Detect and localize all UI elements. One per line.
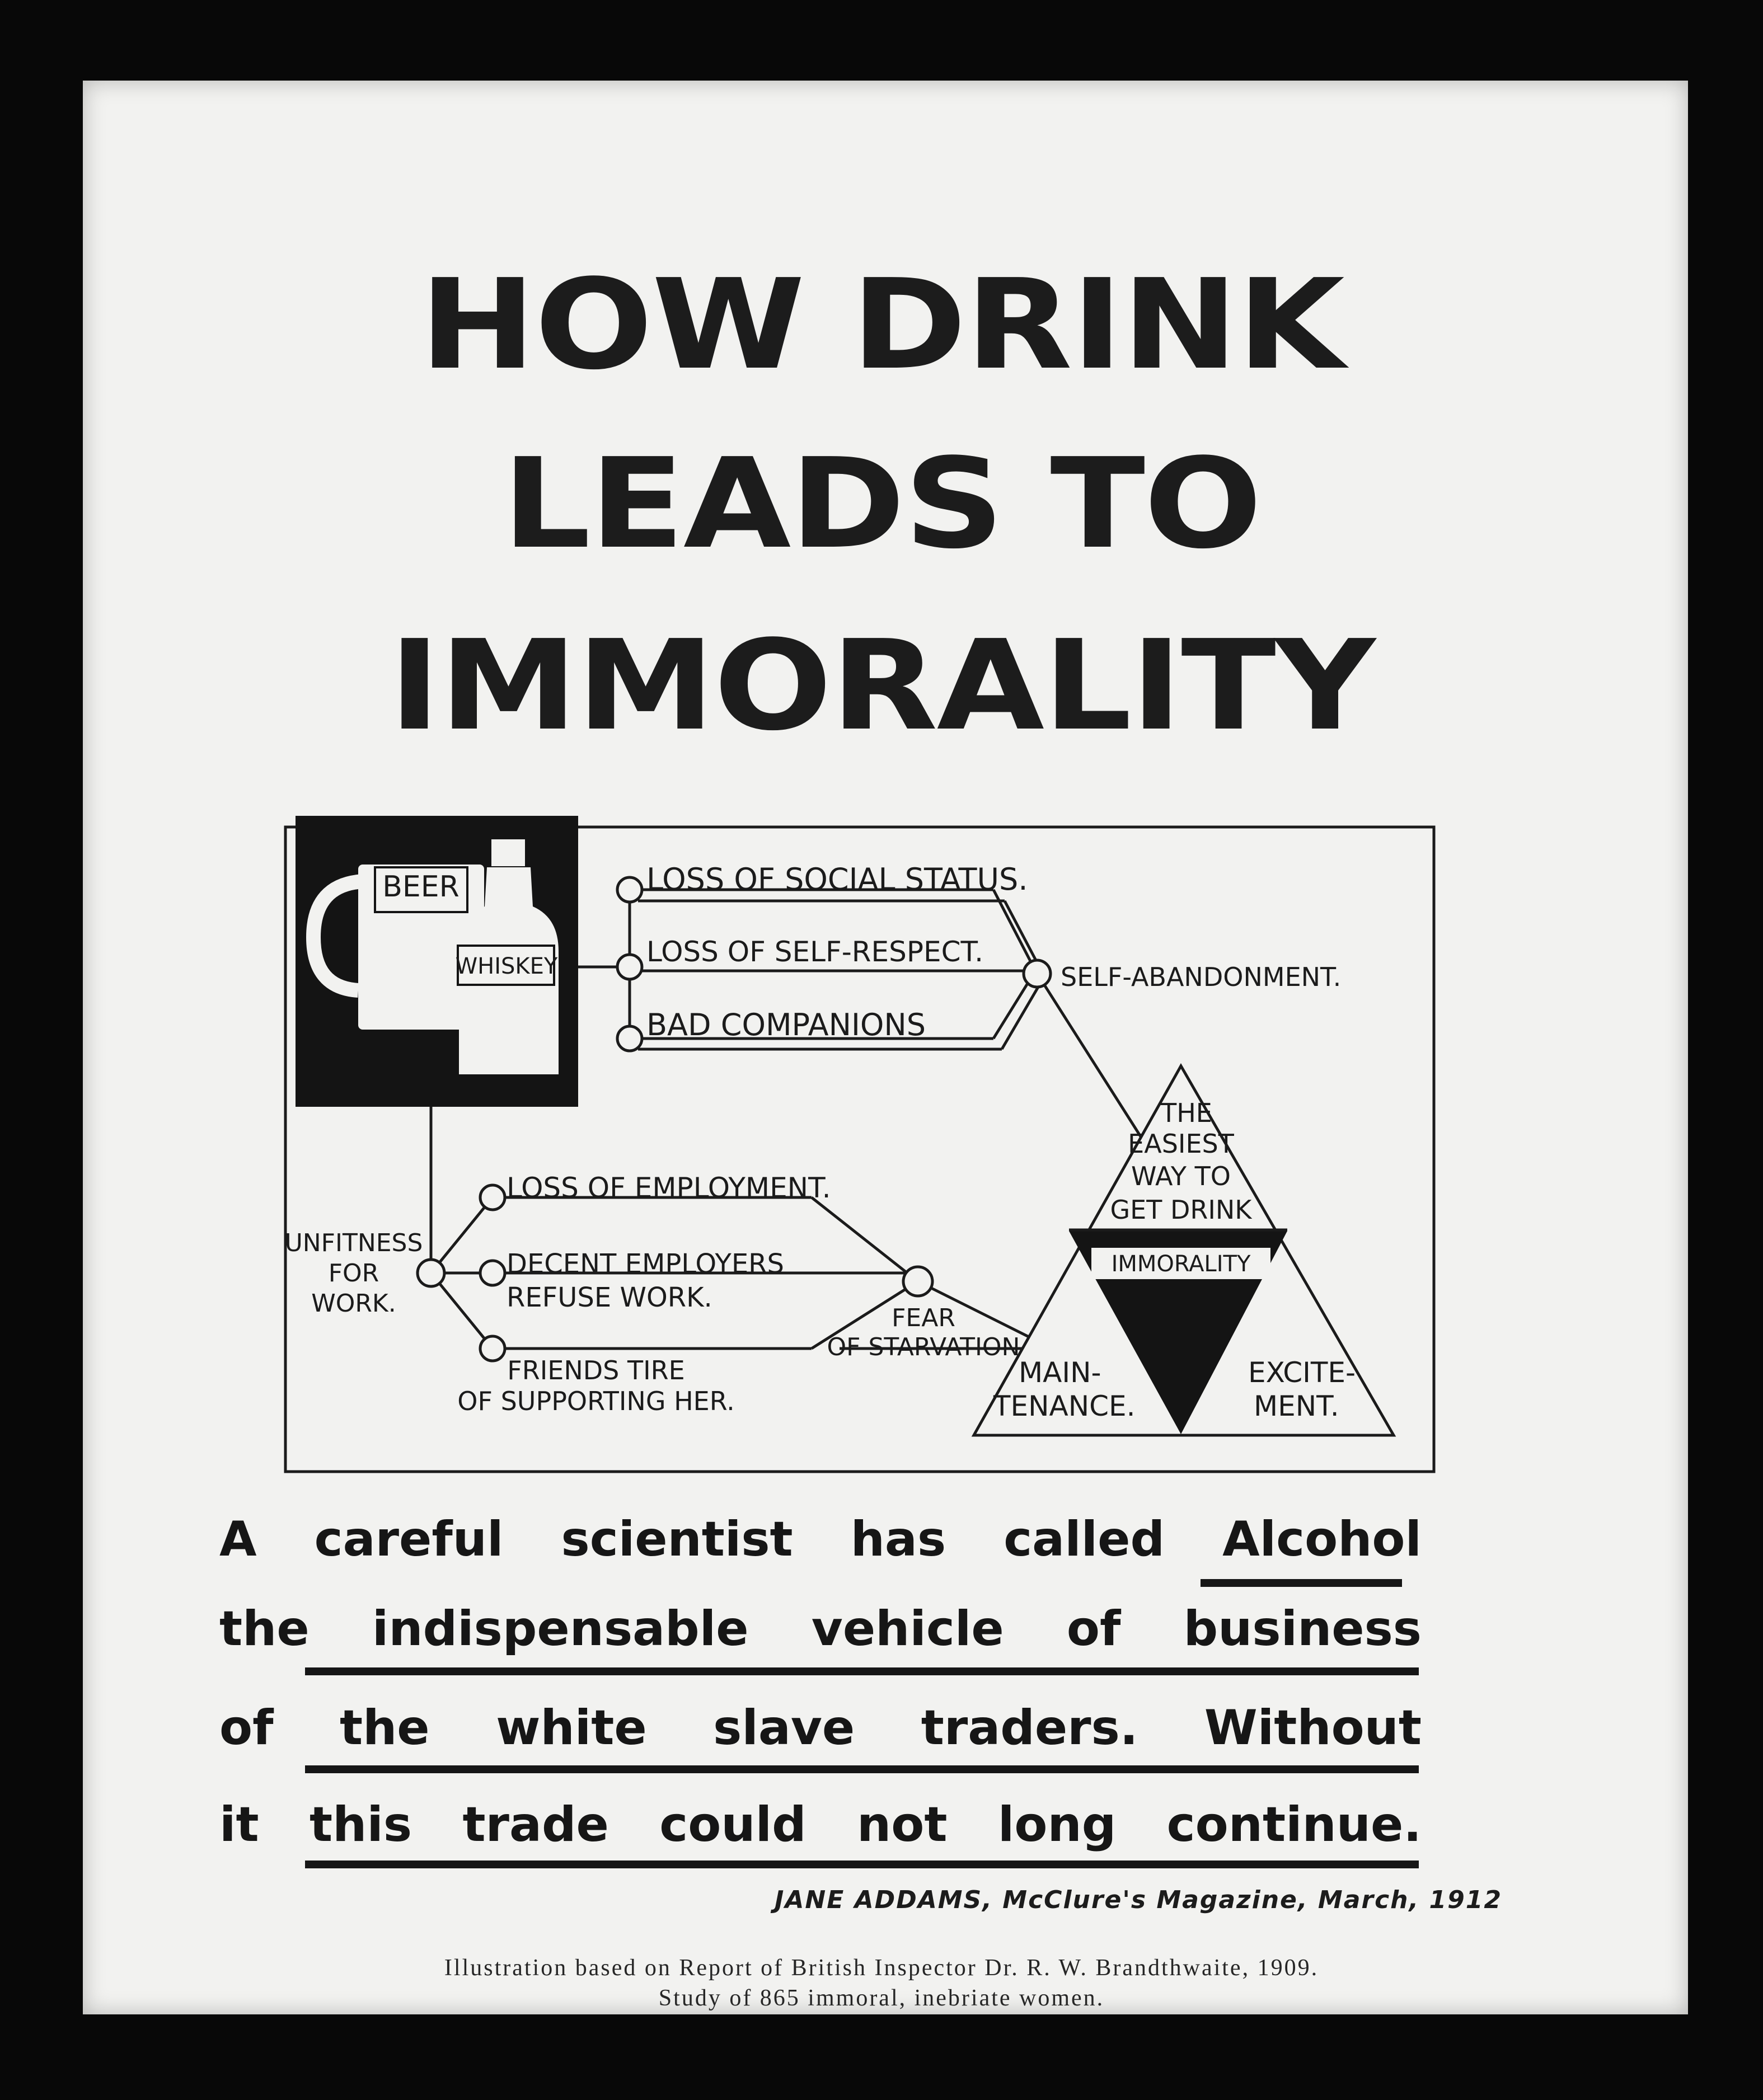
loss-employment-label: LOSS OF EMPLOYMENT.: [507, 1172, 831, 1204]
title-line-3: IMMORALITY: [388, 614, 1375, 758]
decent-employers-label: [507, 1248, 784, 1313]
svg-text:EXCITE-: EXCITE-: [1248, 1356, 1356, 1389]
quote-rule-2: [305, 1667, 1419, 1675]
friends-tire-label: [457, 1355, 734, 1416]
loss-social-status-label: LOSS OF SOCIAL STATUS.: [646, 862, 1028, 897]
svg-text:OF SUPPORTING HER.: OF SUPPORTING HER.: [457, 1386, 735, 1416]
svg-text:FOR: FOR: [328, 1259, 379, 1288]
svg-text:TENANCE.: TENANCE.: [993, 1390, 1136, 1422]
svg-text:REFUSE WORK.: REFUSE WORK.: [507, 1282, 712, 1313]
svg-text:DECENT EMPLOYERS: DECENT EMPLOYERS: [507, 1248, 784, 1280]
immorality-label: IMMORALITY: [1111, 1251, 1251, 1277]
footnote-line-1: Illustration based on Report of British Inspector Dr. R. W. Brandthwaite, 1909.: [444, 1955, 1319, 1981]
beer-label: BEER: [382, 870, 459, 904]
bad-companions-label: BAD COMPANIONS: [646, 1007, 926, 1042]
svg-text:OF STARVATION: OF STARVATION: [827, 1333, 1020, 1361]
fear-of-starvation-label: [827, 1304, 1020, 1361]
svg-text:GET DRINK: GET DRINK: [1110, 1195, 1252, 1225]
alcohol-underline: [1201, 1579, 1402, 1587]
attribution: JANE ADDAMS, McClure's Magazine, March, 1912: [775, 1886, 1502, 1914]
title-line-2: LEADS TO: [502, 432, 1261, 576]
quote-line-3: of the white slave traders. Without: [219, 1700, 1422, 1756]
svg-text:MAIN-: MAIN-: [1019, 1356, 1101, 1389]
quote-line-1: A careful scientist has called Alcohol: [219, 1511, 1422, 1567]
quote-line-4: it this trade could not long continue.: [219, 1797, 1422, 1853]
title-line-1: HOW DRINK: [419, 253, 1344, 397]
footnote-line-2: Study of 865 immoral, inebriate women.: [658, 1985, 1105, 2011]
svg-text:THE: THE: [1161, 1098, 1212, 1128]
self-abandonment-label: SELF-ABANDONMENT.: [1061, 962, 1342, 992]
unfitness-label: [285, 1229, 423, 1318]
svg-text:MENT.: MENT.: [1254, 1390, 1339, 1422]
whiskey-label: WHISKEY: [455, 953, 558, 979]
svg-text:FRIENDS TIRE: FRIENDS TIRE: [507, 1355, 685, 1385]
svg-text:WORK.: WORK.: [311, 1289, 396, 1318]
quote-line-2: the indispensable vehicle of business: [219, 1601, 1422, 1657]
loss-self-respect-label: LOSS OF SELF-RESPECT.: [646, 936, 984, 968]
svg-text:FEAR: FEAR: [892, 1304, 955, 1332]
svg-text:WAY TO: WAY TO: [1131, 1161, 1231, 1191]
quote-rule-3: [305, 1765, 1419, 1773]
quote-rule-4: [305, 1861, 1419, 1868]
svg-text:UNFITNESS: UNFITNESS: [284, 1229, 423, 1257]
svg-text:EASIEST: EASIEST: [1128, 1129, 1234, 1159]
